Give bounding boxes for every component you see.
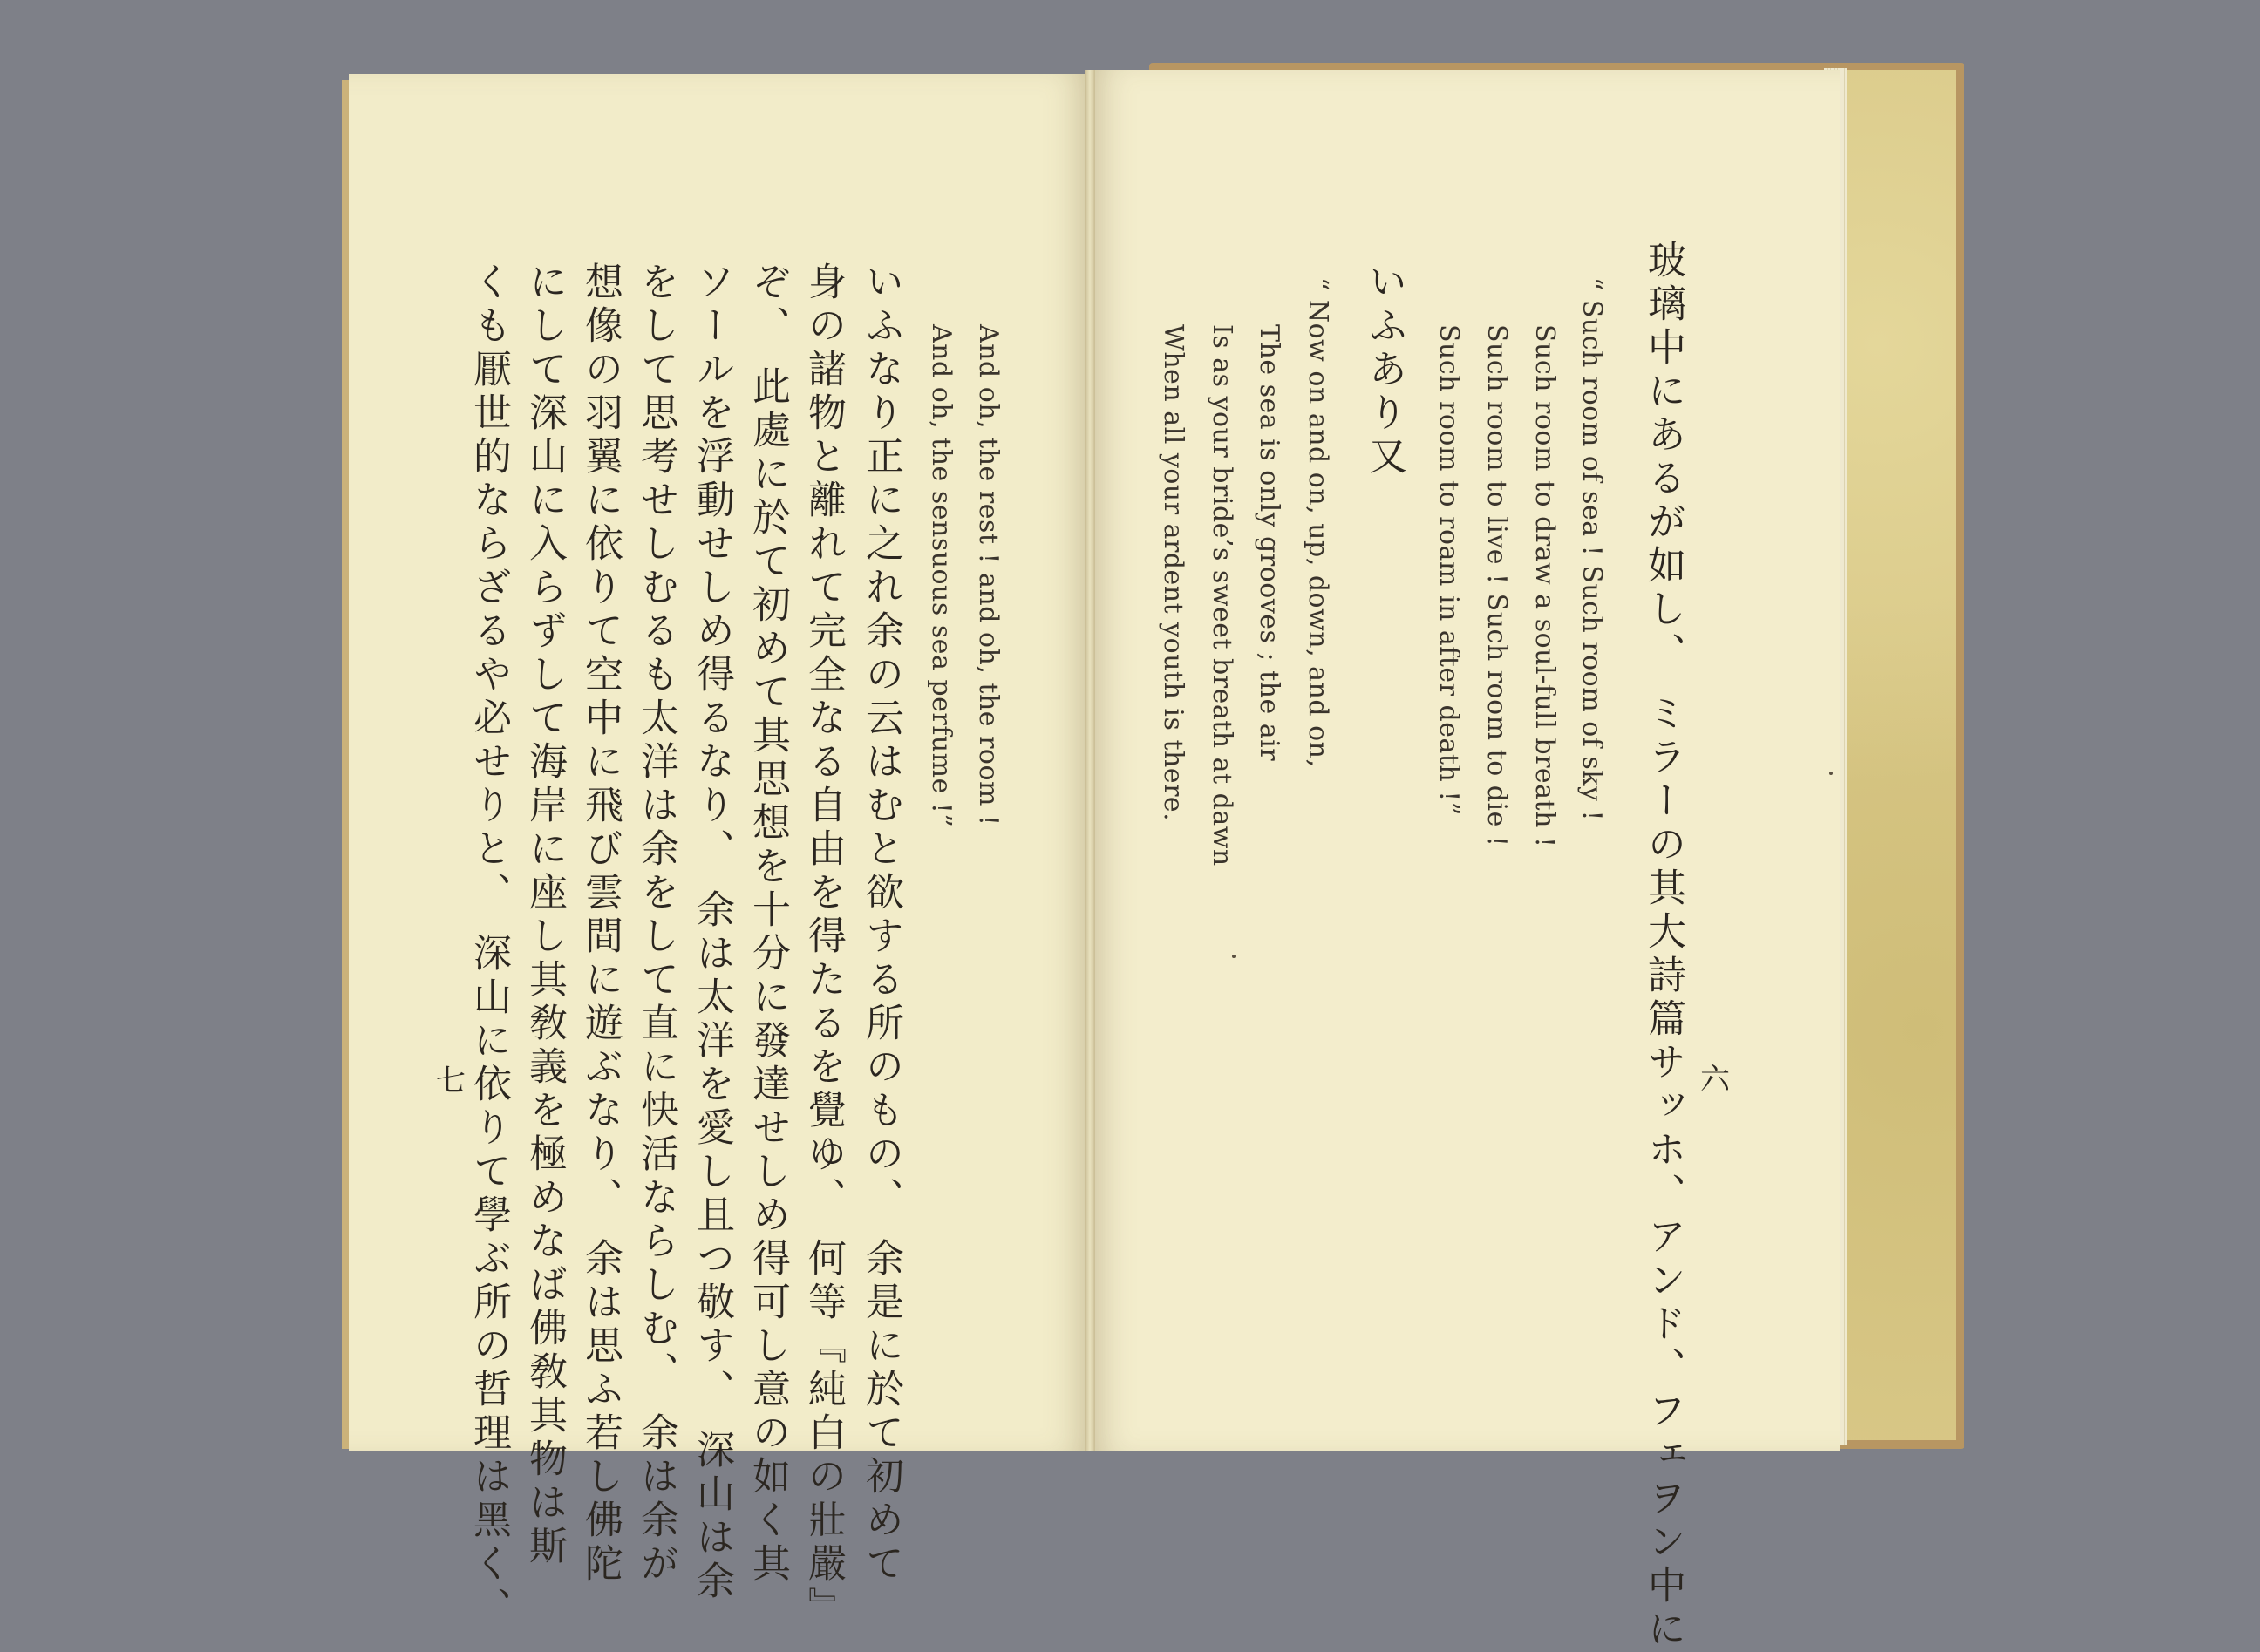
text-line: Is as your bride’s sweet breath at dawn xyxy=(1207,324,1237,867)
text-line: 想像の羽翼に依りて空中に飛び雲間に遊ぶなり、 余は思ふ若し佛陀 xyxy=(578,262,623,1587)
text-line: Such room to live ! Such room to die ! xyxy=(1481,324,1512,847)
text-line: ぞ、 此處に於て初めて其思想を十分に發達せしめ得可し意の如く其 xyxy=(745,262,790,1587)
text-line: いふあり又 xyxy=(1362,262,1406,479)
paper-speck xyxy=(1232,955,1236,958)
page-number: 七 xyxy=(436,1064,466,1098)
text-line: ソールを浮動せしめ得るなり、 余は太洋を愛し且つ敬す、 深山は余 xyxy=(690,262,734,1604)
text-line: “ Such room of sea ! Such room of sky ! xyxy=(1576,277,1607,822)
text-line: 玻璃中にあるが如し、 ミラーの其大詩篇サッホ、アンド、フェヲン中に xyxy=(1641,240,1685,1652)
text-line: The sea is only grooves ; the air xyxy=(1254,324,1284,762)
paper-speck xyxy=(1829,772,1833,775)
cover-paper xyxy=(1844,70,1956,1440)
text-line: When all your ardent youth is there. xyxy=(1158,324,1188,822)
text-line: Such room to roam in after death !” xyxy=(1433,324,1464,816)
text-line: いふなり正に之れ余の云はむと欲する所のもの、 余是に於て初めて xyxy=(859,262,903,1587)
text-line: And oh, the rest ! and oh, the room ! xyxy=(973,324,1004,826)
right-page xyxy=(1090,70,1840,1451)
page-number: 六 xyxy=(1700,1062,1730,1097)
text-line: “ Now on and on, up, down, and on, xyxy=(1303,277,1333,768)
text-line: And oh, the sensuous sea perfume !” xyxy=(926,324,956,828)
book-gutter xyxy=(1085,70,1095,1451)
text-line: くも厭世的ならざるや必せりと、 深山に依りて學ぶ所の哲理は黑く、 xyxy=(466,262,511,1630)
text-line: をして思考せしむるも太洋は余をして直に快活ならしむ、 余は余が xyxy=(634,262,678,1587)
text-line: にして深山に入らずして海岸に座し其敎義を極めなば佛敎其物は斯 xyxy=(522,262,567,1569)
text-line: Such room to draw a soul-full breath ! xyxy=(1529,324,1560,848)
text-line: 身の諸物と離れて完全なる自由を得たるを覺ゆ、 何等『純白の壯嚴』 xyxy=(801,262,846,1630)
